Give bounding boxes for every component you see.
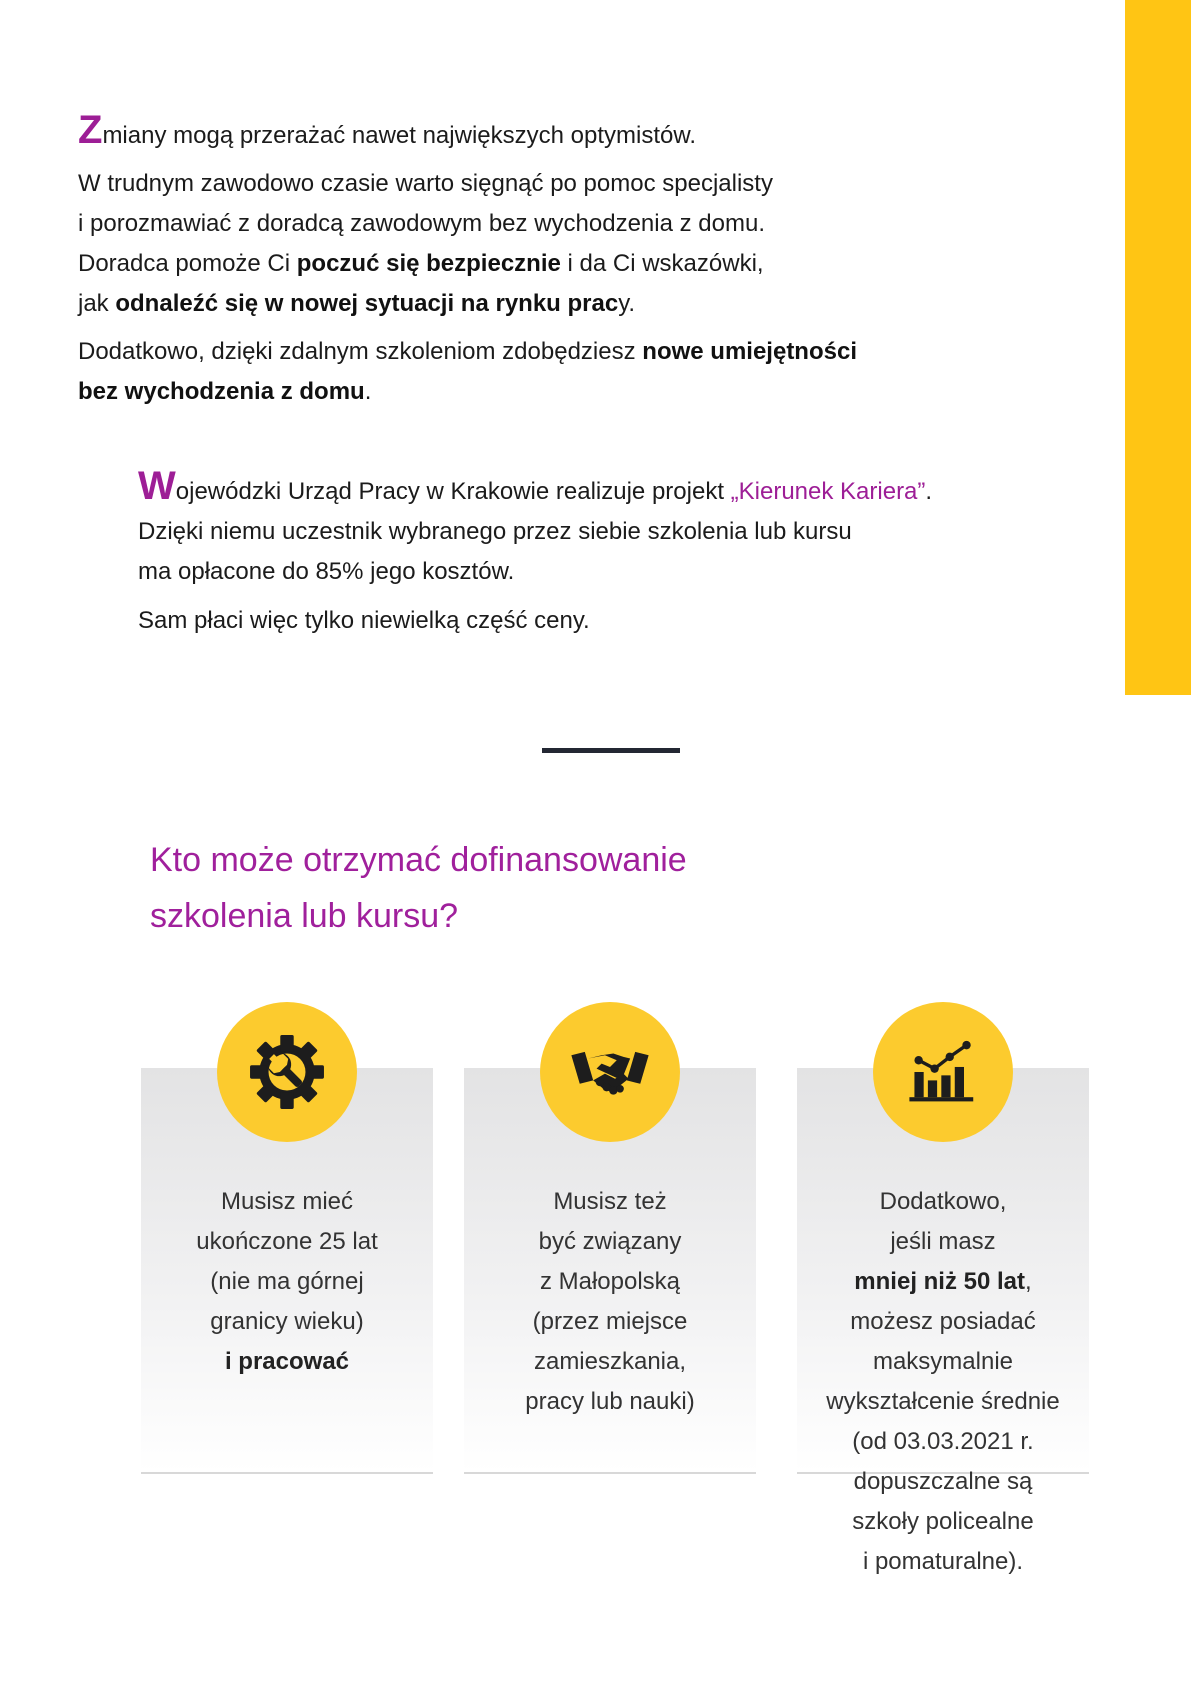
handshake-icon (568, 1030, 652, 1114)
intro-lead: Zmiany mogą przerażać nawet największych optymistów. (78, 108, 697, 152)
side-accent-bar (1125, 0, 1191, 695)
drop-cap: Z (78, 108, 103, 152)
project-paragraph: Wojewódzki Urząd Pracy w Krakowie realizuje projekt „Kierunek Kariera”. Dzięki niemu uczestnik wybranego przez siebie szkolenia lub kursu ma opłacone do 85% jego kosztów. (138, 464, 933, 585)
intro-paragraph-training: Dodatkowo, dzięki zdalnym szkoleniom zdobędziesz nowe umiejętności bez wychodzenia z domu. (78, 338, 857, 405)
project-section (138, 466, 1098, 641)
project-name-link: „Kierunek Kariera” (730, 478, 926, 505)
gear-wrench-icon (245, 1030, 329, 1114)
card-text: Musisz też być związany z Małopolską (przez miejsce zamieszkania, pracy lub nauki) (525, 1188, 695, 1415)
section-divider (542, 748, 680, 753)
card-icon-circle (217, 1002, 357, 1142)
section-heading: Kto może otrzymać dofinansowanie szkolenia lub kursu? (150, 841, 687, 935)
growth-chart-icon (901, 1030, 985, 1114)
drop-cap: W (138, 464, 176, 508)
card-icon-circle (873, 1002, 1013, 1142)
card-text: Musisz mieć ukończone 25 lat (nie ma górnej granicy wieku) i pracować (196, 1188, 378, 1375)
intro-section (78, 110, 1038, 412)
project-price-note: Sam płaci więc tylko niewielką część ceny. (138, 607, 590, 634)
intro-paragraph-advisor: W trudnym zawodowo czasie warto sięgnąć po pomoc specjalisty i porozmawiać z doradcą zawodowym bez wychodzenia z domu. Doradca pomoże Ci poczuć się bezpiecznie i da Ci wskazówki, jak odnaleźć się w nowej sytuacji na rynku pracy. (78, 170, 773, 317)
card-icon-circle (540, 1002, 680, 1142)
card-text: Dodatkowo, jeśli masz mniej niż 50 lat, możesz posiadać maksymalnie wykształcenie średnie (od 03.03.2021 r. dopuszczalne są szkoły policealne i pomaturalne). (826, 1188, 1060, 1575)
